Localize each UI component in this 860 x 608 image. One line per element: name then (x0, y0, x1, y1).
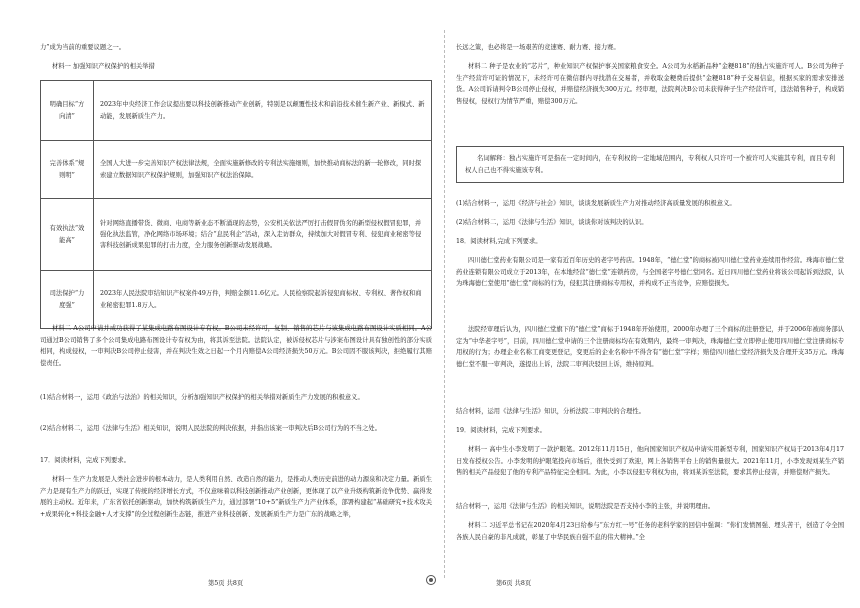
question-19-1: 结合材料一，运用《法律与生活》的相关知识，说明法院是否支持小李的主张，并说明理由。 (456, 503, 715, 510)
row-text: 全国人大进一步完善知识产权法律法规，全面实施新修改的专利法实施细则，加快推动商标法的新一轮修改，同时探索建立数据知识产权保护规则，加强知识产权法治保障。 (94, 141, 432, 199)
row-text: 针对网络直播带货、微商、电商等新业态不断涌现的态势，公安机关依法严厉打击假冒伪劣的新型侵权假冒犯罪，并强化执法监管，净化网络市场环境；结合“息民利企”活动，深入走访群众，持续加大对假冒专利、侵犯商业秘密等侵害科技创新成果犯罪的打击力度，全力服务创新驱动发展战略。 (94, 199, 432, 271)
question-1: (1)结合材料一，运用《政治与法治》的相关知识，分析加强知识产权保护的相关举措对新质生产力发展的积极意义。 (40, 394, 364, 401)
material-two-19: 材料二 习近平总书记在2020年4月23日给参与“东方红一号”任务的老科学家的回信中强调：“你们发愤图强、埋头苦干，创造了令全国各族人民自豪的非凡成就，彰显了中华民族自强不息的伟大精神。”全 (456, 522, 844, 541)
material-two: 材料二 A公司申请并成功获得了某集成电路布图设计专有权。B公司未经许可，复制、销售的芯片与该集成电路布图设计实质相同。A公司通过B公司销售了多个公司集成电路布图设计专有权为由，将其诉至法院。法院认定，被诉侵权芯片与涉案布图设计具有独创性的部分实质相同，构成侵权，一审判决B公司停止侵害，并在判决生效之日起一个月内赔偿A公司经济损失50万元。B公司因不服该判决，拒绝履行其赔偿责任。 (40, 325, 432, 367)
top-line: 长远之策，也必将是一场艰苦的竞速赛、耐力赛、接力赛。 (456, 44, 620, 51)
binding-hole-icon (426, 575, 436, 585)
question-17: 17．阅读材料，完成下列要求。 (40, 457, 130, 464)
row-label: 有效执法“效能高” (41, 199, 94, 271)
row-label: 完善体系“规则明” (41, 141, 94, 199)
page-number-left: 第5页 共8页 (208, 580, 244, 587)
question-17-2: (2)结合材料二，运用《法律与生活》知识，谈谈你对该判决的认识。 (456, 219, 648, 226)
material-heading: 材料一 加强知识产权保护的相关举措 (52, 63, 155, 70)
material-one-17: 材料一 生产力发展是人类社会进步的根本动力，是人类利用自然、改造自然的能力，是推动人类历史前进的动力源泉和决定力量。新质生产力是现有生产力的跃迁，实现了传统的经济增长方式，不仅意味着以科技创新推动产业创新，更体现了以产业升级构筑新竞争优势、赢得发展的主动权。近年来，广东省依托创新驱动，加快构筑新质生产力，通过部署“10+5”新质生产力产业体系，部署构建起“基础研究+技术攻关+成果转化+科技金融+人才支撑”的全过程创新生态链，推进产业科技创新、发展新质生产力是广东的战略之举， (40, 476, 432, 518)
measures-table (40, 80, 432, 329)
table-row (41, 141, 432, 199)
table-row (41, 199, 432, 271)
row-label: 明确目标“方向清” (41, 81, 94, 141)
question-17-1: (1)结合材料一，运用《经济与社会》知识，谈谈发展新质生产力对推动经济高质量发展的积极意义。 (456, 200, 736, 207)
definition-box (456, 146, 844, 183)
table-row (41, 81, 432, 141)
question-2: (2)结合材料二，运用《法律与生活》相关知识，说明人民法院的判决依据，并指出该案一审判决后B公司行为的不当之处。 (40, 425, 381, 432)
question-18-text: 结合材料，运用《法律与生活》知识，分析法院二审判决的合理性。 (456, 408, 645, 415)
page-number-right: 第6页 共8页 (496, 580, 532, 587)
column-divider (444, 30, 445, 578)
material-one-19: 材料一 高中生小李发明了一款护眼笔。2012年11月15日，他向国家知识产权局申请实用新型专利，国家知识产权局于2013年4月17日发布授权公告。小李发明的护眼笔投向市场后，很快受到了欢迎，网上各销售平台上的销售量很大。2021年11月，小李发现刘某生产销售的相关产品侵犯了他的专利产品特征完全相同。为此，小李以侵犯专利权为由，将刘某诉至法院，要求其停止侵害，并赔偿财产损失。 (456, 446, 844, 477)
row-text: 2023年中央经济工作会议提出要以科技创新推动产业创新，特别是以颠覆性技术和前沿技术催生新产业、新模式、新动能，发展新质生产力。 (94, 81, 432, 141)
right-page (456, 0, 844, 608)
case-paragraph-1: 四川德仁堂药业有限公司是一家有近百年历史的老字号药店。1948年，“德仁堂”的商标被四川德仁堂药业连续用作经营。珠海市德仁堂药业连锁有限公司成立于2013年，在本地经营“德仁堂”连锁药房，与全国老字号德仁堂同名。近日四川德仁堂药业将该公司起诉到法院，认为珠海德仁堂使用“德仁堂”商标的行为，侵犯其注册商标专用权，并构成不正当竞争，应赔偿损失。 (456, 257, 844, 288)
intro-line: 力”成为当前的重要议题之一。 (40, 44, 126, 51)
table-row (41, 271, 432, 329)
definition-text: 名词解释：独占实施许可是指在一定时间内，在专利权的一定地域范围内，专利权人只许可一个被许可人实施其专利，而且专利权人自己也不得实施该专利。 (465, 155, 835, 174)
case-paragraph-2: 法院经审理后认为，四川德仁堂旗下的“德仁堂”商标于1948年开始使用，2000年办理了三个商标的注册登记，并于2006年被商务部认定为“中华老字号”，目前，四川德仁堂申请的三个注册商标均在有效期内，最终一审判决，珠海德仁堂立即停止使用四川德仁堂注册商标专用权的行为；办理企业名称工商变更登记，变更后的企业名称中不得含有“德仁堂”字样；赔偿四川德仁堂经济损失及合理开支35万元。珠海德仁堂不服一审判决，遂提出上诉，法院二审判决驳回上诉，维持原判。 (456, 326, 844, 368)
question-19: 19．阅读材料，完成下列要求。 (456, 427, 546, 434)
material-two-17: 材料二 种子是农业的“芯片”，种业知识产权保护事关国家粮食安全。A公司为水稻新品种“金粳818”的独占实施许可人。B公司为种子生产经营许可证的情况下，未经许可在微信群内寻找潜在交易者，并收取金粳费后提供“金粳818”种子交易信息，根据买家的需求安排送货。A公司诉请判令B公司停止侵权，并赔偿经济损失300万元。经审理，法院判决B公司未获得种子生产经营许可，违法销售种子，构成销售侵权，侵权行为情节严重，赔偿300万元。 (456, 63, 844, 105)
question-18: 18．阅读材料,完成下列要求。 (456, 238, 542, 245)
row-label: 司法保护“力度强” (41, 271, 94, 329)
row-text: 2023年人民法院审结知识产权案件49万件，判赔金额11.6亿元。人民检察院起诉侵犯商标权、专利权、著作权和商业秘密犯罪1.8万人。 (94, 271, 432, 329)
left-page (40, 0, 432, 608)
